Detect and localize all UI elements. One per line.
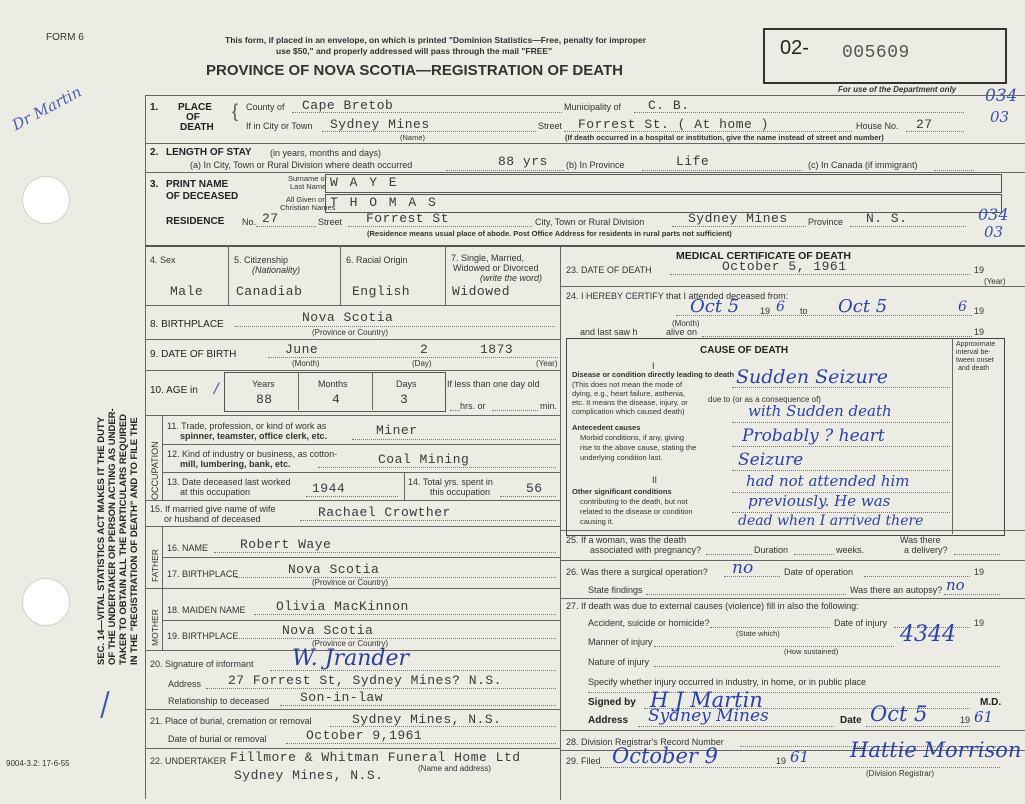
surname-label: Last Name: [290, 182, 327, 191]
cause-handwriting-4: Seizure: [738, 450, 804, 470]
q23-label: 23. DATE OF DEATH: [566, 265, 652, 275]
brace: {: [232, 101, 239, 121]
street-value: Forrest St. ( At home ): [578, 117, 769, 132]
accident-label: Accident, suicide or homicide?: [588, 618, 710, 628]
signed-date-value: Oct 5: [870, 702, 928, 726]
q15-label: or husband of deceased: [164, 514, 261, 524]
side-instruction-4: IN THE "REGISTRATION OF DEATH" AND TO FILE THE: [129, 417, 140, 665]
marital-value: Widowed: [452, 284, 511, 299]
cause-handwriting-3: Probably ? heart: [742, 426, 885, 446]
city-value: Sydney Mines: [330, 117, 430, 132]
stay-city-label: (a) In City, Town or Rural Division where death occurred: [190, 160, 413, 170]
place-of-death-label: DEATH: [180, 122, 214, 133]
operation-date-label: Date of operation: [784, 567, 854, 577]
q18-value: Olivia MacKinnon: [276, 599, 409, 614]
antecedent-label: Antecedent causes: [572, 423, 641, 432]
q21-value: Sydney Mines, N.S.: [352, 712, 502, 727]
q24-month-sub: (Month): [672, 319, 700, 328]
form-code: 9004-3.2: 17-6-55: [6, 759, 70, 768]
q14-label: 14. Total yrs. spent in: [408, 477, 493, 487]
q21-label: 21. Place of burial, cremation or removal: [150, 716, 312, 726]
birthplace-sub: (Province or Country): [312, 328, 389, 337]
punch-hole: [22, 578, 70, 626]
stay-province-value: Life: [676, 154, 710, 169]
citizenship-label: 5. Citizenship: [234, 255, 289, 265]
q12-label: 12. Kind of industry or business, as cotton-: [167, 449, 338, 459]
q15-label: 15. If married give name of wife: [150, 504, 276, 514]
specify-label: Specify whether injury occurred in industry, in home, or in public place: [588, 677, 866, 687]
hospital-note: (If death occurred in a hospital or institution, give the name instead of street and number): [565, 133, 884, 142]
how-sustained-sub: (How sustained): [784, 647, 839, 656]
days-label: Days: [396, 379, 417, 389]
cause-handwriting-6: previously. He was: [748, 492, 891, 510]
q24-from-value: Oct 5: [690, 296, 740, 317]
q16-value: Robert Waye: [240, 537, 332, 552]
q23-year-sub: (Year): [984, 277, 1006, 286]
medical-certificate-title: MEDICAL CERTIFICATE OF DEATH: [676, 250, 851, 262]
hrs-label: hrs. or: [460, 401, 486, 411]
stay-province-label: (b) In Province: [566, 160, 625, 170]
burial-date-value: October 9,1961: [306, 728, 423, 743]
part-one-label: I: [652, 361, 655, 371]
dob-label: 9. DATE OF BIRTH: [150, 349, 237, 360]
q28-label: 28. Division Registrar's Record Number: [566, 737, 724, 747]
other-conditions-label: contributing to the death, but not: [580, 497, 688, 506]
place-of-death-label: OF: [186, 112, 200, 123]
q13-label: at this occupation: [180, 487, 251, 497]
delivery-label: Was there: [900, 535, 941, 545]
part-two-label: II: [652, 475, 658, 485]
q13-label: 13. Date deceased last worked: [167, 477, 291, 487]
registration-prefix: 02-: [780, 37, 809, 59]
nature-label: Nature of injury: [588, 657, 650, 667]
other-conditions-label: related to the disease or condition: [580, 507, 693, 516]
county-label: County of: [246, 102, 285, 112]
other-conditions-label: Other significant conditions: [572, 487, 672, 496]
father-vertical-label: FATHER: [150, 549, 160, 582]
burial-date-label: Date of burial or removal: [168, 734, 267, 744]
injury-nineteen: 19: [974, 618, 985, 628]
form-title: PROVINCE OF NOVA SCOTIA—REGISTRATION OF DEATH: [206, 62, 623, 79]
disease-label: (This does not mean the mode of: [572, 380, 683, 389]
racial-origin-label: 6. Racial Origin: [346, 255, 408, 265]
q24-from-year: 6: [776, 299, 785, 315]
sec2-number: 2.: [150, 147, 159, 158]
q14-label: this occupation: [430, 487, 491, 497]
operation-nineteen: 19: [974, 567, 985, 577]
cause-handwriting-7: dead when I arrived there: [738, 513, 924, 529]
q25-label: 25. If a woman, was the death: [566, 535, 687, 545]
length-of-stay-note: (in years, months and days): [270, 148, 382, 158]
disease-label: dying, e.g., heart failure, asthenia,: [572, 389, 685, 398]
cause-handwriting-5: had not attended him: [746, 472, 910, 490]
dept-code-2: 03: [990, 108, 1010, 126]
margin-check-mark: /: [96, 686, 114, 723]
sec1-number: 1.: [150, 102, 159, 113]
age-months: 4: [332, 392, 341, 407]
dept-code-1: 034: [985, 86, 1018, 106]
q12-value: Coal Mining: [378, 452, 470, 467]
res-no-value: 27: [262, 211, 279, 226]
disease-label: Disease or condition directly leading to death: [572, 370, 735, 379]
q16-label: 16. NAME: [167, 543, 209, 553]
res-city-value: Sydney Mines: [688, 211, 788, 226]
last-seen-label: and last saw h: [580, 327, 638, 337]
min-label: min.: [540, 401, 558, 411]
stay-city-value: 88 yrs: [498, 154, 548, 169]
months-label: Months: [318, 379, 348, 389]
q19-sub: (Province or Country): [312, 639, 389, 648]
surname-box: [325, 174, 1002, 193]
physician-signature: H J Martin: [650, 688, 763, 712]
other-conditions-label: causing it.: [580, 517, 614, 526]
alive-on-label: alive on: [666, 327, 698, 337]
envelope-note-2: use $50," and properly addressed will pass through the mail "FREE": [276, 46, 553, 56]
birthplace-label: 8. BIRTHPLACE: [150, 319, 224, 330]
registrar-sub: (Division Registrar): [866, 769, 935, 778]
dept-code-3: 034: [978, 205, 1009, 224]
stay-canada-label: (c) In Canada (if immigrant): [808, 160, 918, 170]
q11-value: Miner: [376, 423, 418, 438]
res-province-value: N. S.: [866, 211, 908, 226]
q24-to-nineteen: 19: [974, 306, 985, 316]
res-street-label: Street: [318, 217, 343, 227]
state-which-sub: (State which): [736, 629, 780, 638]
q26-value: no: [732, 558, 754, 578]
interval-header: interval be-: [956, 349, 991, 356]
residence-label: RESIDENCE: [166, 216, 225, 227]
disease-label: complication which caused death): [572, 407, 685, 416]
q24-last-nineteen: 19: [974, 327, 985, 337]
md-label: M.D.: [980, 697, 1002, 708]
relationship-label: Relationship to deceased: [168, 696, 270, 706]
disease-label: etc. It means the disease, injury, or: [572, 398, 688, 407]
q29-label: 29. Filed: [566, 756, 601, 766]
q22-label: 22. UNDERTAKER: [150, 756, 227, 766]
q14-value: 56: [526, 481, 543, 496]
q11-label: spinner, teamster, office clerk, etc.: [180, 431, 328, 441]
cause-of-death-title: CAUSE OF DEATH: [700, 345, 789, 356]
antecedent-label: Morbid conditions, if any, giving: [580, 433, 685, 442]
informant-signature: W. Jrander: [292, 646, 409, 671]
middle-divider: [560, 245, 561, 800]
q23-year-prefix: 19: [974, 265, 985, 275]
signed-by-label: Signed by: [588, 697, 636, 708]
res-street-value: Forrest St: [366, 211, 450, 226]
residence-note: (Residence means usual place of abode. Post Office Address for residents in rural parts not sufficient): [367, 229, 732, 238]
q23-value: October 5, 1961: [722, 259, 847, 274]
place-of-death-label: PLACE: [178, 102, 212, 113]
q24-to-value: Oct 5: [838, 296, 888, 317]
side-instruction-2: OF THE UNDERTAKER OR PERSON ACTING AS UNDER-: [107, 408, 118, 665]
weeks-label: weeks.: [836, 545, 865, 555]
relationship-value: Son-in-law: [300, 690, 384, 705]
dob-day: 2: [420, 342, 429, 357]
left-border: [145, 95, 146, 799]
q17-label: 17. BIRTHPLACE: [167, 569, 239, 579]
margin-note: Dr Martin: [9, 82, 85, 135]
q20-label: 20. Signature of informant: [150, 659, 254, 669]
q25-label: associated with pregnancy?: [590, 545, 702, 555]
age-days: 3: [400, 392, 409, 407]
q11-label: 11. Trade, profession, or kind of work as: [167, 421, 327, 431]
antecedent-label: underlying condition last.: [580, 453, 663, 462]
q18-label: 18. MAIDEN NAME: [167, 605, 246, 615]
county-value: Cape Bretob: [302, 98, 394, 113]
manner-label: Manner of injury: [588, 637, 653, 647]
q24-label: 24. I HEREBY CERTIFY that I attended deceased from:: [566, 291, 789, 301]
signed-nineteen: 19: [960, 715, 971, 725]
res-no-label: No.: [242, 217, 257, 227]
sex-label: 4. Sex: [150, 255, 176, 265]
age-less-than-day: If less than one day old: [447, 379, 540, 389]
marital-label: Widowed or Divorced: [453, 263, 539, 273]
res-city-label: City, Town or Rural Division: [535, 217, 645, 227]
cause-handwriting-2: with Sudden death: [748, 402, 892, 420]
q24-to-label: to: [800, 306, 808, 316]
years-label: Years: [252, 379, 275, 389]
mother-vertical-label: MOTHER: [150, 609, 160, 646]
autopsy-label: Was there an autopsy?: [850, 585, 943, 595]
q13-value: 1944: [312, 481, 346, 496]
house-label: House No.: [856, 121, 899, 131]
side-instruction-3: TAKER TO OBTAIN ALL THE PARTICULARS REQUIRED: [118, 413, 129, 665]
injury-date-label: Date of injury: [834, 618, 888, 628]
dob-year: 1873: [480, 342, 514, 357]
duration-label: Duration: [754, 545, 789, 555]
day-sub: (Day): [412, 359, 432, 368]
envelope-note-1: This form, if placed in an envelope, on which is printed "Dominion Statistics—Free, penalty for improper: [225, 35, 647, 45]
print-name-label: OF DECEASED: [166, 191, 239, 202]
marital-label: 7. Single, Married,: [451, 253, 525, 263]
q19-value: Nova Scotia: [282, 623, 374, 638]
state-findings-label: State findings: [588, 585, 643, 595]
marital-label: (write the word): [480, 273, 543, 283]
given-names-label: Christian Names: [280, 203, 336, 212]
street-label: Street: [538, 121, 563, 131]
q15-value: Rachael Crowther: [318, 505, 451, 520]
given-names-value: T H O M A S: [330, 195, 438, 210]
signed-year: 61: [974, 708, 994, 726]
month-sub: (Month): [292, 359, 320, 368]
signed-date-label: Date: [840, 715, 862, 726]
city-label: If in City or Town: [246, 121, 313, 131]
injury-code: 4344: [900, 622, 956, 647]
registrar-signature: Hattie Morrison: [850, 738, 1022, 762]
house-value: 27: [916, 117, 933, 132]
q26-label: 26. Was there a surgical operation?: [566, 567, 708, 577]
dob-month: June: [285, 342, 319, 357]
filed-nineteen: 19: [776, 756, 787, 766]
q24-nineteen: 19: [760, 306, 771, 316]
print-name-label: PRINT NAME: [166, 179, 229, 190]
citizenship-value: Canadiab: [236, 284, 303, 299]
q24-to-year: 6: [958, 299, 967, 315]
age-label: 10. AGE in: [150, 385, 198, 396]
side-instruction-1: SEC. 14—VITAL STATISTICS ACT MAKES IT THE DUTY: [96, 416, 107, 665]
registration-number: 005609: [842, 43, 910, 63]
citizenship-sub: (Nationality): [252, 265, 301, 275]
q19-label: 19. BIRTHPLACE: [167, 631, 239, 641]
antecedent-label: rise to the above cause, stating the: [580, 443, 697, 452]
sec3-number: 3.: [150, 179, 159, 190]
interval-header: and death: [958, 365, 990, 372]
physician-address-label: Address: [588, 715, 629, 726]
informant-address-label: Address: [168, 679, 202, 689]
racial-origin-value: English: [352, 284, 411, 299]
physician-address-value: Sydney Mines: [648, 706, 769, 726]
surname-value: W A Y E: [330, 175, 399, 190]
interval-header: tween onset: [956, 357, 994, 364]
autopsy-value: no: [946, 576, 965, 594]
q17-sub: (Province or Country): [312, 578, 389, 587]
municipality-value: C. B.: [648, 98, 690, 113]
cause-handwriting-1: Sudden Seizure: [736, 366, 889, 388]
filed-year: 61: [790, 748, 810, 766]
rule: [145, 95, 1025, 96]
q22-value: Fillmore & Whitman Funeral Home Ltd: [230, 750, 521, 765]
q22-sub: (Name and address): [418, 764, 491, 773]
due-to-label: due to (or as a consequence of): [708, 395, 821, 404]
res-province-label: Province: [808, 217, 844, 227]
surname-label: Surname or: [288, 174, 328, 183]
interval-header: Approximate: [956, 341, 996, 348]
informant-address-value: 27 Forrest St, Sydney Mines? N.S.: [228, 673, 502, 688]
length-of-stay-label: LENGTH OF STAY: [166, 147, 252, 158]
punch-hole: [22, 176, 70, 224]
q17-value: Nova Scotia: [288, 562, 380, 577]
birthplace-value: Nova Scotia: [302, 310, 394, 325]
sex-value: Male: [170, 284, 204, 299]
name-hint: (Name): [400, 133, 426, 142]
age-years: 88: [256, 392, 273, 407]
form-number: FORM 6: [46, 32, 84, 43]
q12-label: mill, lumbering, bank, etc.: [180, 459, 291, 469]
dept-code-4: 03: [984, 223, 1004, 241]
dept-use-note: For use of the Department only: [838, 85, 957, 94]
filed-date: October 9: [612, 744, 719, 768]
given-names-label: All Given or: [286, 195, 325, 204]
delivery-label: a delivery?: [904, 545, 948, 555]
q22-value-line2: Sydney Mines, N.S.: [234, 768, 384, 783]
municipality-label: Municipality of: [564, 102, 622, 112]
year-sub: (Year): [536, 359, 558, 368]
q27-label: 27. If death was due to external causes (violence) fill in also the following:: [566, 601, 859, 611]
age-check-mark: /: [214, 381, 219, 397]
occupation-vertical-label: OCCUPATION: [150, 441, 160, 500]
